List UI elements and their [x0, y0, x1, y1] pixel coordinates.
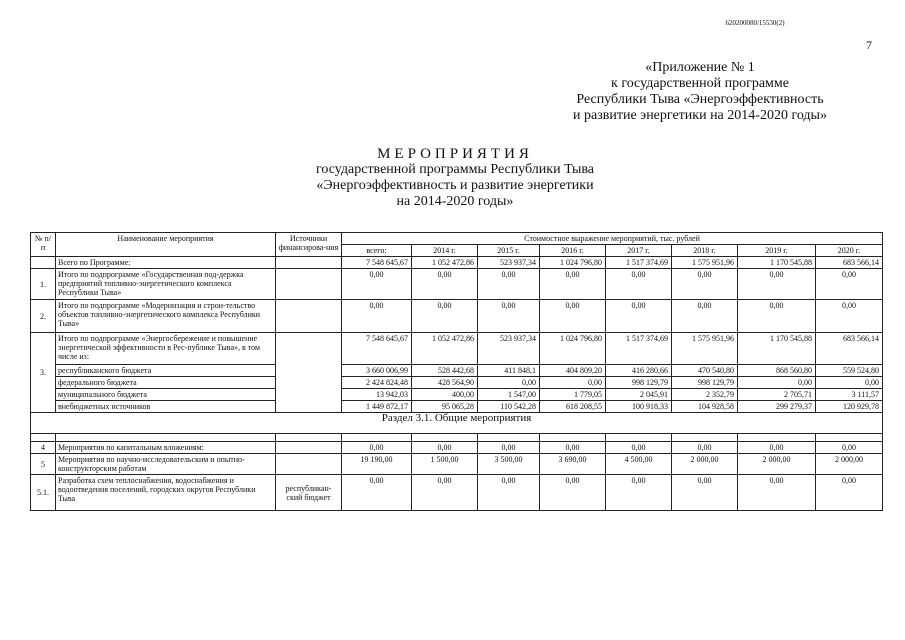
title-heading: МЕРОПРИЯТИЯ	[377, 146, 533, 162]
appendix-line: Республики Тыва «Энергоэффективность	[576, 92, 824, 107]
value-cell: 0,00	[540, 442, 606, 454]
row-name: Итого по подпрограмме «Энергосбережение и повышение энергетической эффективности в Рес-публике Тыва», в том числе из:	[56, 333, 276, 365]
table-row	[31, 300, 883, 333]
value-cell: 2 000,00	[738, 454, 816, 475]
value-cell: 1 517 374,69	[606, 257, 672, 269]
col-header-source: Источники финансирова-ния	[276, 233, 342, 257]
value-cell: 0,00	[412, 300, 478, 333]
row-name: Итого по подпрограмме «Государственная под-держка предприятий топливно-энергетического комплекса Республики Тыва»	[56, 269, 276, 300]
value-cell: 0,00	[816, 475, 883, 511]
value-cell: 411 848,1	[478, 365, 540, 377]
value-cell: 3 690,00	[540, 454, 606, 475]
value-cell: 299 279,37	[738, 401, 816, 413]
value-cell: 1 575 951,96	[672, 333, 738, 365]
row-name: Мероприятия по капитальным вложениям:	[56, 442, 276, 454]
appendix-line: и развитие энергетики на 2014-2020 годы»	[573, 108, 827, 123]
row-source: республикан-ский бюджет	[276, 475, 342, 511]
value-cell: 0,00	[738, 269, 816, 300]
value-cell: 7 548 645,67	[342, 257, 412, 269]
value-cell: 7 548 645,67	[342, 333, 412, 365]
value-cell: 683 566,14	[816, 333, 883, 365]
value-cell: 998 129,79	[606, 377, 672, 389]
value-cell: 1 170 545,88	[738, 333, 816, 365]
section-title: Раздел 3.1. Общие мероприятия	[31, 413, 883, 434]
row-source	[276, 442, 342, 454]
appendix-header	[540, 60, 860, 124]
row-num: 5.1.	[31, 475, 56, 511]
col-header-cost-group: Стоимостное выражение мероприятий, тыс. рублей	[342, 233, 883, 245]
value-cell: 0,00	[672, 475, 738, 511]
value-cell: 2 424 824,48	[342, 377, 412, 389]
col-header-year: 2018 г.	[672, 245, 738, 257]
value-cell: 683 566,14	[816, 257, 883, 269]
title-line: на 2014-2020 годы»	[396, 194, 514, 209]
value-cell: 0,00	[478, 300, 540, 333]
value-cell: 1 052 472,86	[412, 257, 478, 269]
value-cell: 1 517 374,69	[606, 333, 672, 365]
value-cell: 2 352,79	[672, 389, 738, 401]
value-cell: 2 705,71	[738, 389, 816, 401]
value-cell: 0,00	[738, 442, 816, 454]
col-header-year: 2014 г.	[412, 245, 478, 257]
value-cell: 0,00	[738, 300, 816, 333]
table-subrow	[31, 389, 883, 401]
value-cell: 110 542,28	[478, 401, 540, 413]
value-cell: 2 045,91	[606, 389, 672, 401]
row-source	[276, 300, 342, 333]
value-cell: 1 575 951,96	[672, 257, 738, 269]
value-cell: 2 000,00	[816, 454, 883, 475]
document-code: 620200080/15530(2)	[725, 19, 785, 27]
table-row	[31, 475, 883, 511]
value-cell: 1 170 545,88	[738, 257, 816, 269]
table-row	[31, 442, 883, 454]
row-source	[276, 269, 342, 300]
row-num: 4	[31, 442, 56, 454]
value-cell: 0,00	[540, 300, 606, 333]
value-cell: 0,00	[478, 377, 540, 389]
value-cell: 0,00	[342, 300, 412, 333]
value-cell: 0,00	[738, 475, 816, 511]
col-header-num: № п/п	[31, 233, 56, 257]
appendix-line: «Приложение № 1	[645, 60, 755, 75]
col-header-year: 2016 г.	[540, 245, 606, 257]
col-header-year: 2017 г.	[606, 245, 672, 257]
value-cell: 100 918,33	[606, 401, 672, 413]
row-name: федерального бюджета	[56, 377, 276, 389]
value-cell: 0,00	[816, 300, 883, 333]
value-cell: 1 500,00	[412, 454, 478, 475]
table-subrow	[31, 365, 883, 377]
row-num: 1.	[31, 269, 56, 300]
value-cell: 1 547,00	[478, 389, 540, 401]
value-cell: 0,00	[412, 442, 478, 454]
value-cell: 0,00	[478, 269, 540, 300]
col-header-year: 2015 г.	[478, 245, 540, 257]
value-cell: 0,00	[606, 442, 672, 454]
value-cell: 120 929,78	[816, 401, 883, 413]
value-cell: 528 442,68	[412, 365, 478, 377]
measures-table	[30, 232, 883, 511]
row-name: Всего по Программе:	[56, 257, 276, 269]
table-row	[31, 454, 883, 475]
row-num: 5	[31, 454, 56, 475]
document-title	[230, 146, 680, 210]
value-cell: 0,00	[672, 442, 738, 454]
value-cell: 470 540,80	[672, 365, 738, 377]
value-cell: 1 449 872,17	[342, 401, 412, 413]
row-name: Итого по подпрограмме «Модернизация и строи-тельство объектов топливно-энергетического комплекса Республики Тыва»	[56, 300, 276, 333]
row-source	[276, 333, 342, 413]
value-cell: 0,00	[606, 475, 672, 511]
value-cell: 0,00	[672, 300, 738, 333]
value-cell: 0,00	[606, 269, 672, 300]
value-cell: 1 024 796,80	[540, 257, 606, 269]
value-cell: 0,00	[412, 475, 478, 511]
value-cell: 1 779,05	[540, 389, 606, 401]
value-cell: 868 560,80	[738, 365, 816, 377]
value-cell: 1 052 472,86	[412, 333, 478, 365]
value-cell: 1 024 796,80	[540, 333, 606, 365]
value-cell: 4 500,00	[606, 454, 672, 475]
table-row	[31, 333, 883, 365]
appendix-line: к государственной программе	[611, 76, 789, 91]
value-cell: 3 111,57	[816, 389, 883, 401]
title-line: «Энергоэффективность и развитие энергетики	[316, 178, 594, 193]
value-cell: 13 942,03	[342, 389, 412, 401]
spacer-row	[31, 434, 883, 442]
value-cell: 618 208,55	[540, 401, 606, 413]
value-cell: 400,00	[412, 389, 478, 401]
value-cell: 0,00	[342, 269, 412, 300]
value-cell: 0,00	[816, 269, 883, 300]
col-header-name: Наименование мероприятия	[56, 233, 276, 257]
value-cell: 0,00	[672, 269, 738, 300]
row-num	[31, 257, 56, 269]
value-cell: 95 065,28	[412, 401, 478, 413]
row-num: 3.	[31, 333, 56, 413]
header-row	[31, 233, 883, 245]
value-cell: 0,00	[412, 269, 478, 300]
value-cell: 2 000,00	[672, 454, 738, 475]
value-cell: 0,00	[478, 475, 540, 511]
row-num: 2.	[31, 300, 56, 333]
value-cell: 998 129,79	[672, 377, 738, 389]
value-cell: 0,00	[816, 377, 883, 389]
row-source	[276, 257, 342, 269]
value-cell: 0,00	[478, 442, 540, 454]
value-cell: 523 937,34	[478, 257, 540, 269]
title-line: государственной программы Республики Тыва	[316, 162, 594, 177]
value-cell: 104 928,58	[672, 401, 738, 413]
row-name: Мероприятия по научно-исследовательским и опытно-конструкторским работам	[56, 454, 276, 475]
value-cell: 428 564,90	[412, 377, 478, 389]
value-cell: 0,00	[738, 377, 816, 389]
value-cell: 0,00	[342, 442, 412, 454]
value-cell: 0,00	[540, 269, 606, 300]
value-cell: 0,00	[540, 377, 606, 389]
table-row	[31, 269, 883, 300]
value-cell: 3 500,00	[478, 454, 540, 475]
section-row	[31, 413, 883, 434]
page-number: 7	[866, 38, 872, 52]
row-name: республиканского бюджета	[56, 365, 276, 377]
table-subrow	[31, 401, 883, 413]
value-cell: 3 660 006,99	[342, 365, 412, 377]
value-cell: 19 190,00	[342, 454, 412, 475]
value-cell: 0,00	[540, 475, 606, 511]
col-header-total: всего:	[342, 245, 412, 257]
table-row-total	[31, 257, 883, 269]
col-header-year: 2019 г.	[738, 245, 816, 257]
value-cell: 0,00	[816, 442, 883, 454]
row-source	[276, 454, 342, 475]
value-cell: 404 809,20	[540, 365, 606, 377]
row-name: муниципального бюджета	[56, 389, 276, 401]
row-name: Разработка схем теплоснабжения, водоснабжения и водоотведения поселений, городских округов Республики Тыва	[56, 475, 276, 511]
row-name: внебюджетных источников	[56, 401, 276, 413]
value-cell: 559 524,80	[816, 365, 883, 377]
value-cell: 416 280,66	[606, 365, 672, 377]
value-cell: 0,00	[606, 300, 672, 333]
table-subrow	[31, 377, 883, 389]
value-cell: 523 937,34	[478, 333, 540, 365]
value-cell: 0,00	[342, 475, 412, 511]
col-header-year: 2020 г.	[816, 245, 883, 257]
